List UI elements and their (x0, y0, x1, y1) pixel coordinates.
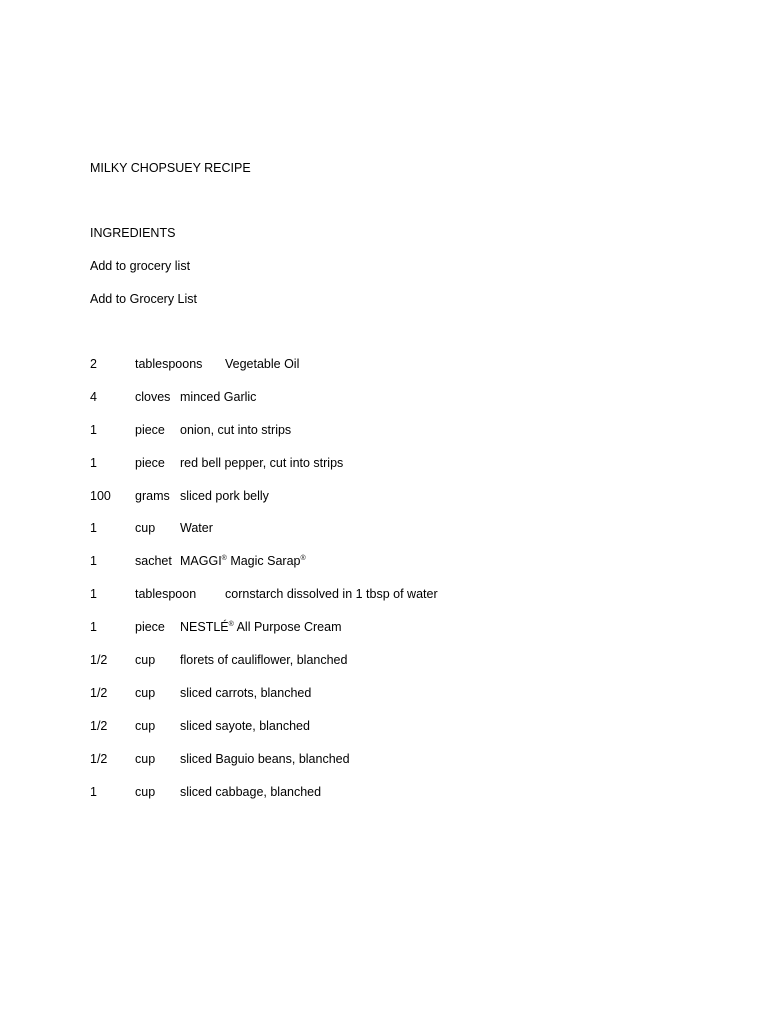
ingredient-qty: 2 (90, 357, 97, 371)
ingredient-qty: 100 (90, 488, 111, 503)
ingredient-qty: 1 (90, 521, 97, 536)
ingredient-unit: tablespoons (135, 357, 203, 371)
ingredient-qty: 1/2 (90, 751, 108, 766)
ingredient-unit: cup (135, 784, 156, 799)
ingredient-name: cornstarch dissolved in 1 tbsp of water (225, 587, 438, 602)
brand-name: MAGGI (180, 554, 222, 569)
ingredient-unit: piece (135, 422, 165, 437)
ingredient-qty: 1 (90, 620, 97, 635)
ingredient-unit: cup (135, 685, 156, 700)
registered-mark: ® (300, 555, 306, 563)
ingredient-qty: 1 (90, 455, 97, 470)
product-name: All Purpose Cream (233, 620, 342, 635)
ingredient-name: sliced Baguio beans, blanched (180, 751, 350, 766)
ingredient-name: onion, cut into strips (180, 422, 292, 437)
ingredients-heading: INGREDIENTS (90, 226, 176, 240)
ingredient-unit: piece (135, 620, 165, 635)
ingredient-qty: 1 (90, 784, 97, 799)
ingredient-name: Water (180, 521, 213, 536)
ingredient-unit: piece (135, 455, 165, 470)
recipe-title: MILKY CHOPSUEY RECIPE (90, 161, 251, 175)
ingredient-unit: grams (135, 488, 170, 503)
ingredient-name (180, 553, 306, 569)
add-to-grocery-list-text: Add to grocery list (90, 259, 191, 273)
product-name: Magic Sarap (226, 554, 301, 569)
ingredient-name: Vegetable Oil (225, 357, 300, 371)
ingredient-qty: 1 (90, 422, 97, 437)
add-to-grocery-list-text-2: Add to Grocery List (90, 292, 197, 306)
ingredient-name: minced Garlic (180, 389, 257, 404)
ingredient-name: sliced cabbage, blanched (180, 784, 322, 799)
ingredient-unit: sachet (135, 554, 172, 569)
ingredient-unit: cup (135, 653, 156, 668)
ingredient-name (180, 619, 342, 635)
ingredient-name: red bell pepper, cut into strips (180, 455, 344, 470)
ingredient-unit: cup (135, 751, 156, 766)
ingredient-qty: 4 (90, 389, 97, 404)
ingredient-name: sliced sayote, blanched (180, 718, 310, 733)
ingredient-name: sliced carrots, blanched (180, 685, 312, 700)
ingredient-qty: 1/2 (90, 685, 108, 700)
ingredient-name: florets of cauliflower, blanched (180, 653, 348, 668)
ingredient-unit: tablespoon (135, 587, 197, 602)
registered-mark: ® (228, 621, 234, 629)
ingredient-qty: 1 (90, 554, 97, 569)
ingredient-name: sliced pork belly (180, 488, 269, 503)
registered-mark: ® (221, 555, 227, 563)
ingredient-qty: 1 (90, 587, 97, 602)
ingredient-qty: 1/2 (90, 653, 108, 668)
brand-name: NESTLÉ (180, 620, 229, 635)
ingredient-unit: cloves (135, 389, 171, 404)
ingredient-qty: 1/2 (90, 718, 108, 733)
ingredient-unit: cup (135, 718, 156, 733)
ingredient-unit: cup (135, 521, 156, 536)
